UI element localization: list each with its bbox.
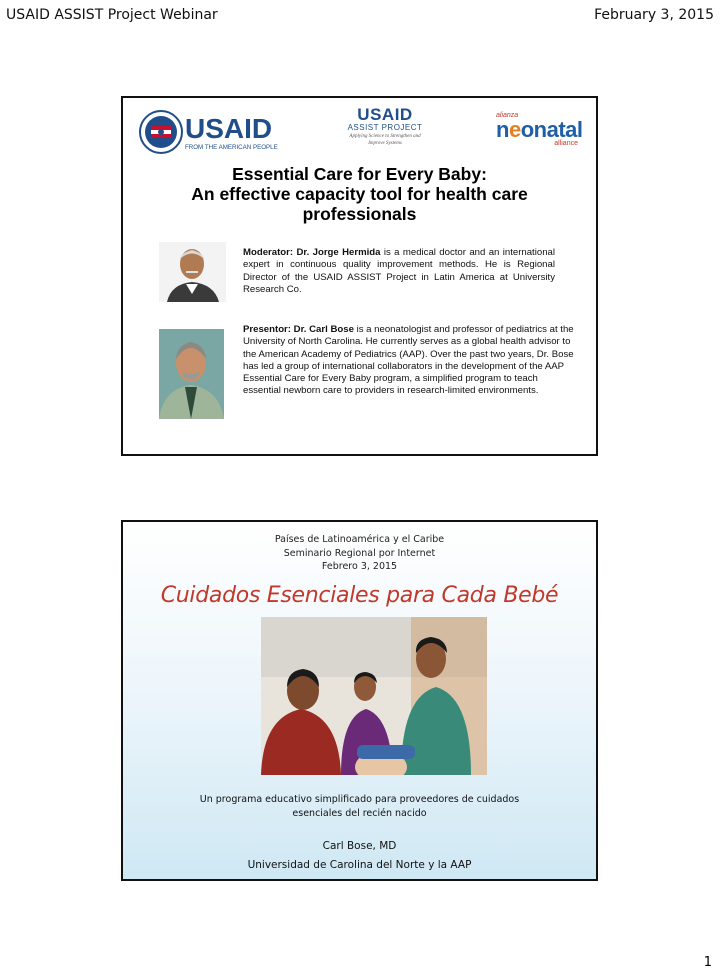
slide2-title: Cuidados Esenciales para Cada Bebé (160, 583, 559, 608)
neonatal-logo-accent: e (508, 117, 521, 142)
page-number: 1 (703, 955, 712, 970)
alianza-logo-line1: alianza (496, 112, 519, 119)
alianza-logo-line3: alliance (554, 140, 578, 147)
usaid-logo (139, 108, 279, 156)
slide2-seminar: Seminario Regional por Internet (283, 547, 436, 559)
slide-2 (121, 520, 598, 881)
usaid-tagline: FROM THE AMERICAN PEOPLE (185, 144, 278, 151)
moderator-text: is a medical doctor and an international expert in continuous quality improvement methods. He is Regional Director of the USAID ASSIST Project in Latin America at University Research Co. (243, 247, 555, 295)
presenter-photo (159, 329, 224, 419)
moderator-bio (243, 247, 555, 296)
slide1-title-line1: Essential Care for Every Baby: (232, 164, 487, 184)
slide2-author: Carl Bose, MD (322, 840, 397, 852)
presenter-label: Presentor: Dr. Carl Bose (243, 324, 354, 335)
usaid-wordmark: USAID (185, 113, 273, 144)
presenter-bio (243, 324, 575, 398)
moderator-label: Moderator: Dr. Jorge Hermida (243, 247, 381, 258)
slide2-author-block (123, 837, 596, 875)
slide2-subtitle-line2: esenciales del recién nacido (292, 807, 427, 819)
slide2-date: Febrero 3, 2015 (321, 561, 398, 572)
slide2-region: Países de Latinoamérica y el Caribe (274, 534, 445, 545)
moderator-photo (159, 242, 226, 302)
alianza-neonatal-logo (496, 112, 583, 152)
slide2-affiliation: Universidad de Carolina del Norte y la AAP (247, 859, 472, 871)
slide-1 (121, 96, 598, 456)
slide1-title-line2: An effective capacity tool for health care (191, 184, 528, 204)
usaid-seal-icon (139, 108, 279, 156)
presenter-text: is a neonatologist and professor of pediatrics at the University of North Carolina. He currently serves as a global health advisor to the American Academy of Pediatrics (AAP). Over the past two years, Dr. Bose has led a group of international collaborators in the development of the AAP Essential Care for Every Baby program, a simplified program to teach essential newborn care to providers in research-limited environments. (243, 324, 574, 397)
slide2-header (123, 533, 596, 574)
assist-logo-line2: ASSIST PROJECT (347, 123, 423, 132)
header-left: USAID ASSIST Project Webinar (6, 7, 218, 23)
alianza-logo-line2: neonatal (496, 117, 583, 142)
slide2-subtitle (153, 793, 566, 820)
header-date: February 3, 2015 (594, 7, 714, 23)
assist-project-logo (345, 106, 425, 156)
slide1-title-line3: professionals (302, 204, 417, 224)
assist-logo-tagline: Applying Science to Strengthen and Improve Systems (349, 134, 421, 146)
slide1-title (143, 164, 576, 224)
training-photo (261, 617, 487, 775)
assist-logo-line1: USAID (357, 105, 413, 124)
slide2-subtitle-line1: Un programa educativo simplificado para proveedores de cuidados (199, 794, 520, 805)
